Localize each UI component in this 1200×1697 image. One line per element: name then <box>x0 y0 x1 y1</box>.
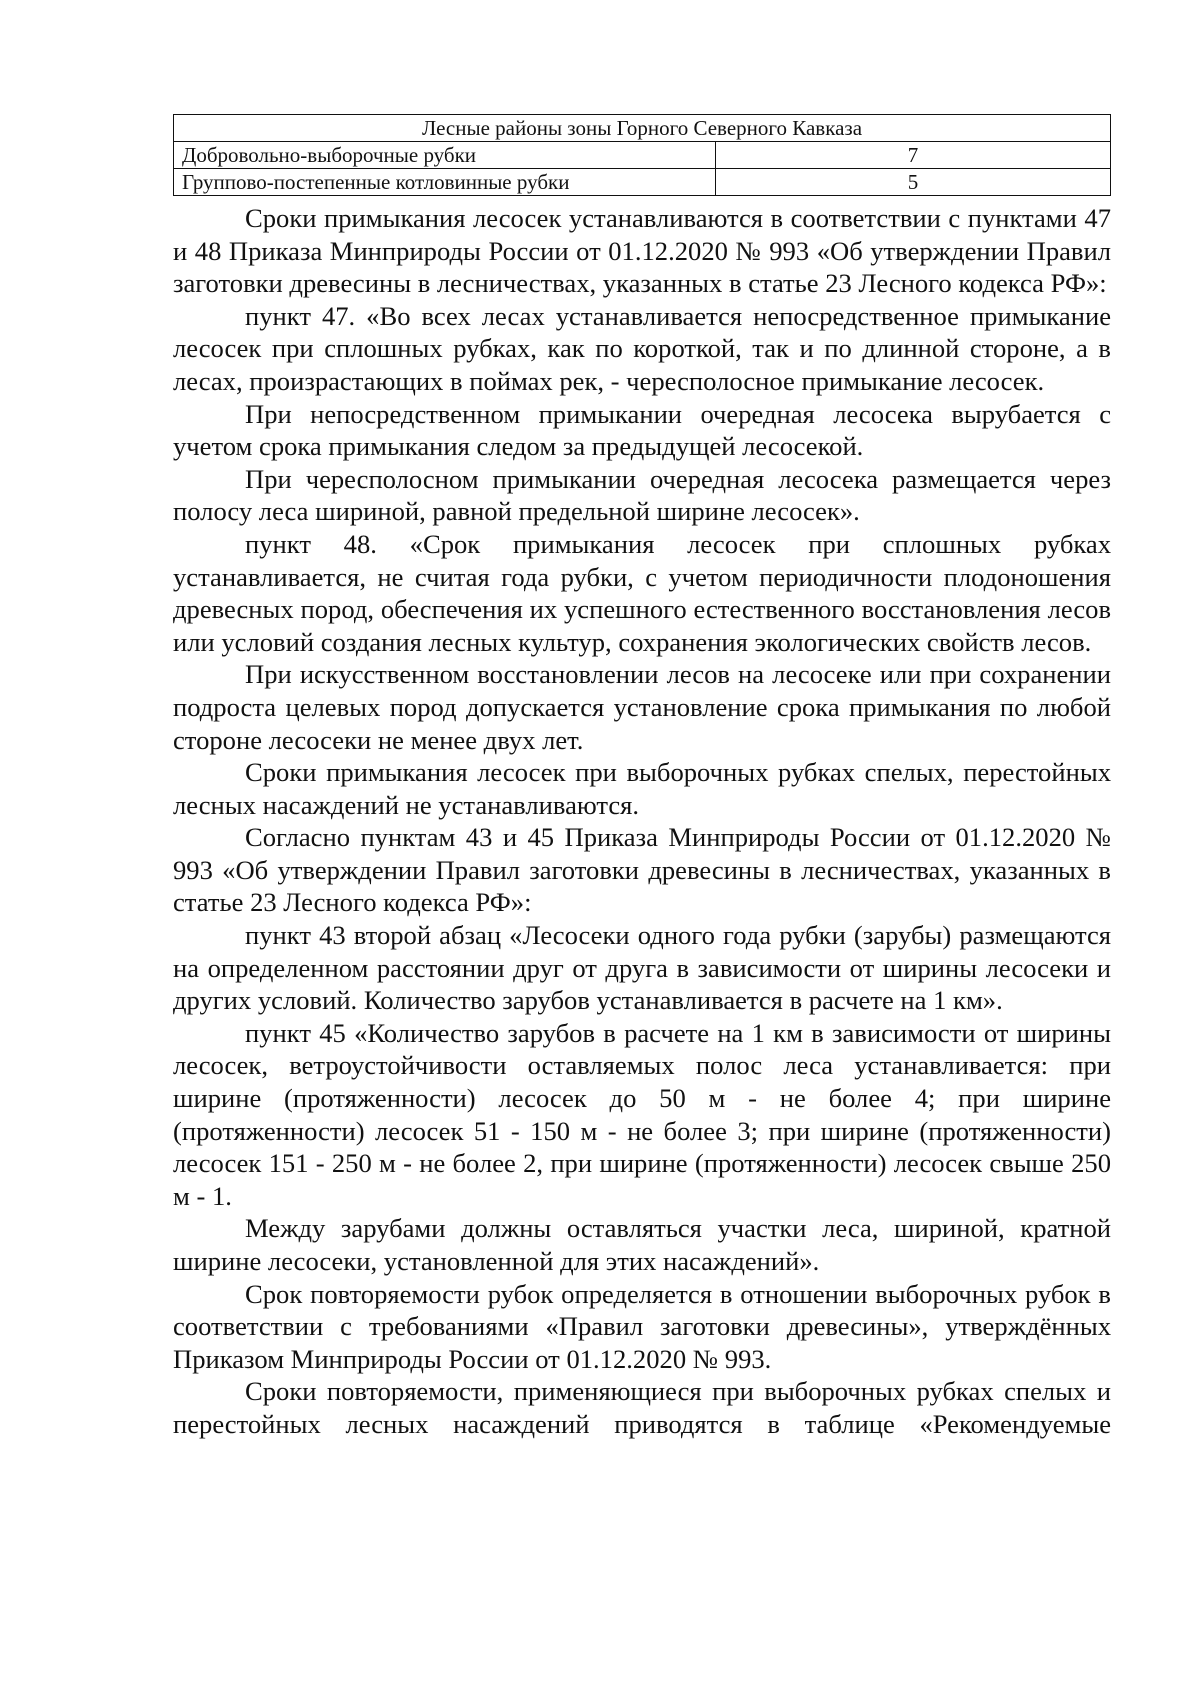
table-row <box>174 142 1111 169</box>
paragraph: Согласно пунктам 43 и 45 Приказа Минприроды России от 01.12.2020 № 993 «Об утверждении Правил заготовки древесины в лесничествах, указанных в статье 23 Лесного кодекса РФ»: <box>173 822 1111 918</box>
paragraph: При непосредственном примыкании очередная лесосека вырубается с учетом срока примыкания следом за предыдущей лесосекой. <box>173 398 1111 462</box>
table-cell-value: 5 <box>716 169 1111 196</box>
paragraph: Сроки примыкания лесосек при выборочных рубках спелых, перестойных лесных насаждений не устанавливаются. <box>173 757 1111 820</box>
cutting-periods-table <box>173 114 1111 196</box>
paragraph: пункт 45 «Количество зарубов в расчете на 1 км в зависимости от ширины лесосек, ветроустойчивости оставляемых полос леса устанавливается: при ширине (протяженности) лесосек до 50 м - не более 4; при ширине (протяженности) лесосек 51 - 150 м - не более 3; при ширине (протяженности) лесосек 151 - 250 м - не более 2, при ширине (протяженности) лесосек свыше 250 м - 1. <box>173 1017 1111 1211</box>
paragraph: пункт 47. «Во всех лесах устанавливается непосредственное примыкание лесосек при сплошных рубках, как по короткой, так и по длинной стороне, а в лесах, произрастающих в поймах рек, - чересполосное примыкание лесосек. <box>173 300 1111 396</box>
document-page <box>173 114 1111 1441</box>
table-cell-value: 7 <box>716 142 1111 169</box>
paragraph: При искусственном восстановлении лесов на лесосеке или при сохранении подроста целевых пород допускается установление срока примыкания по любой стороне лесосеки не менее двух лет. <box>173 659 1111 755</box>
table-section-header: Лесные районы зоны Горного Северного Кавказа <box>174 115 1111 142</box>
paragraph: Сроки повторяемости, применяющиеся при выборочных рубках спелых и перестойных лесных насаждений приводятся в таблице «Рекомендуемые <box>173 1376 1111 1439</box>
paragraph: Сроки примыкания лесосек устанавливаются в соответствии с пунктами 47 и 48 Приказа Минприроды России от 01.12.2020 № 993 «Об утверждении Правил заготовки древесины в лесничествах, указанных в статье 23 Лесного кодекса РФ»: <box>173 203 1111 299</box>
table-cell-name: Группово-постепенные котловинные рубки <box>174 169 716 196</box>
paragraph: При чересполосном примыкании очередная лесосека размещается через полосу леса шириной, равной предельной ширине лесосек». <box>173 463 1111 527</box>
paragraph: Между зарубами должны оставляться участки леса, шириной, кратной ширине лесосеки, установленной для этих насаждений». <box>173 1213 1111 1276</box>
paragraph: пункт 43 второй абзац «Лесосеки одного года рубки (зарубы) размещаются на определенном расстоянии друг от друга в зависимости от ширины лесосеки и других условий. Количество зарубов устанавливается в расчете на 1 км». <box>173 920 1111 1016</box>
paragraph: пункт 48. «Срок примыкания лесосек при сплошных рубках устанавливается, не считая года рубки, с учетом периодичности плодоношения древесных пород, обеспечения их успешного естественного восстановления лесов или условий создания лесных культур, сохранения экологических свойств лесов. <box>173 528 1111 657</box>
table-cell-name: Добровольно-выборочные рубки <box>174 142 716 169</box>
paragraph: Срок повторяемости рубок определяется в отношении выборочных рубок в соответствии с требованиями «Правил заготовки древесины», утверждённых Приказом Минприроды России от 01.12.2020 № 993. <box>173 1278 1111 1374</box>
document-body <box>173 202 1111 1441</box>
table-row <box>174 169 1111 196</box>
table-header-row <box>174 115 1111 142</box>
